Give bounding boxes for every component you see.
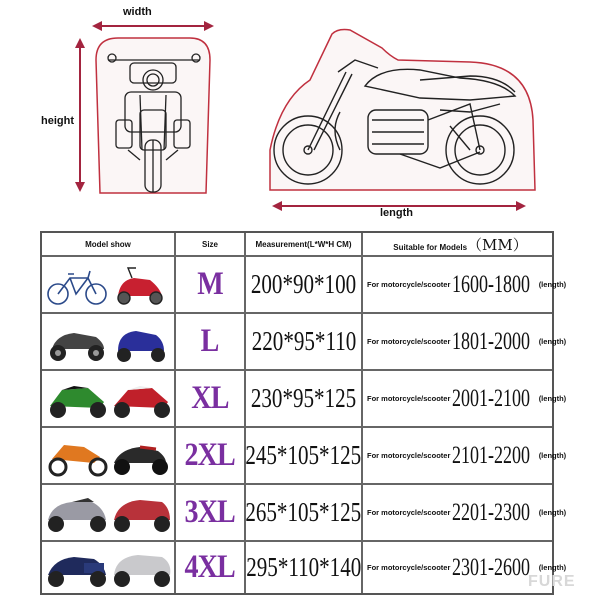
- table-header-row: [42, 233, 552, 257]
- measurement-value: 220*95*110: [251, 326, 356, 356]
- suitable-prefix: For motorcycle/scooter: [367, 508, 451, 517]
- suitable-prefix: For motorcycle/scooter: [367, 563, 451, 572]
- suitable-range: 2301-2600: [452, 553, 531, 581]
- suitable-unit: (length): [538, 451, 567, 460]
- model-show-cell: [42, 485, 176, 540]
- size-cell: [176, 542, 246, 593]
- motorcycle-and-scooter-image: [44, 319, 174, 365]
- suitable-range: 1600-1800: [452, 270, 531, 298]
- size-cell: [176, 371, 246, 426]
- suitable-unit: (length): [538, 394, 567, 403]
- header-size: Size: [176, 233, 246, 255]
- suitable-cell: [363, 257, 567, 312]
- measurement-value: 295*110*140: [245, 552, 362, 582]
- table-row: [42, 257, 567, 314]
- size-value: M: [197, 266, 223, 302]
- height-arrow: [75, 38, 85, 192]
- bicycle-and-scooter-image: [44, 262, 174, 308]
- measurement-cell: [246, 314, 363, 369]
- measurement-value: 265*105*125: [245, 497, 362, 527]
- measurement-cell: [246, 257, 363, 312]
- measurement-cell: [246, 428, 363, 483]
- table-row: [42, 542, 567, 593]
- size-cell: [176, 314, 246, 369]
- size-value: 2XL: [184, 437, 236, 473]
- suitable-unit: (length): [538, 563, 567, 572]
- suitable-cell: [363, 371, 567, 426]
- measurement-cell: [246, 542, 363, 593]
- size-value: 4XL: [184, 549, 236, 585]
- measurement-value: 230*95*125: [250, 383, 357, 413]
- suitable-prefix: For motorcycle/scooter: [367, 451, 451, 460]
- table-row: [42, 485, 567, 542]
- header-suitable: Suitable for Models（MM）: [393, 235, 528, 254]
- height-label: height: [41, 115, 74, 127]
- suitable-cell: [363, 542, 567, 593]
- suitable-prefix: For motorcycle/scooter: [367, 280, 451, 289]
- sportbikes-image: [44, 376, 174, 422]
- header-suitable-unit: （MM）: [467, 235, 528, 254]
- width-label: width: [123, 6, 152, 18]
- cover-dimension-diagram: [0, 0, 600, 228]
- measurement-cell: [246, 485, 363, 540]
- front-view-cover: [96, 38, 210, 193]
- touring-bikes-image: [44, 490, 174, 536]
- suitable-range: 2201-2300: [452, 498, 531, 526]
- size-value: XL: [191, 380, 229, 416]
- length-label: length: [380, 207, 413, 219]
- suitable-unit: (length): [538, 280, 567, 289]
- diagram-drawing: [0, 0, 600, 228]
- measurement-cell: [246, 371, 363, 426]
- header-measurement: Measurement(L*W*H CM): [246, 233, 363, 255]
- suitable-prefix: For motorcycle/scooter: [367, 394, 451, 403]
- size-value: 3XL: [184, 494, 236, 530]
- suitable-unit: (length): [538, 508, 567, 517]
- side-view-cover: [270, 30, 535, 191]
- suitable-cell: [363, 485, 567, 540]
- suitable-range: 1801-2000: [452, 327, 531, 355]
- table-row: [42, 371, 567, 428]
- suitable-range: 2001-2100: [452, 384, 531, 412]
- size-cell: [176, 485, 246, 540]
- suitable-prefix: For motorcycle/scooter: [367, 337, 451, 346]
- cruiser-and-goldwing-image: [44, 545, 174, 591]
- table-row: [42, 314, 567, 371]
- width-arrow: [92, 21, 214, 31]
- model-show-cell: [42, 371, 176, 426]
- model-show-cell: [42, 257, 176, 312]
- size-value: L: [201, 323, 219, 359]
- model-show-cell: [42, 542, 176, 593]
- measurement-value: 200*90*100: [250, 269, 357, 299]
- header-model-show: Model show: [42, 233, 176, 255]
- dirtbike-and-naked-bike-image: [44, 433, 174, 479]
- suitable-cell: [363, 428, 567, 483]
- watermark-logo: FURE: [528, 573, 576, 590]
- suitable-range: 2101-2200: [452, 441, 531, 469]
- size-cell: [176, 257, 246, 312]
- model-show-cell: [42, 428, 176, 483]
- size-cell: [176, 428, 246, 483]
- model-show-cell: [42, 314, 176, 369]
- suitable-unit: (length): [538, 337, 567, 346]
- suitable-cell: [363, 314, 567, 369]
- table-row: [42, 428, 567, 485]
- measurement-value: 245*105*125: [245, 440, 362, 470]
- size-chart-table: [40, 231, 567, 595]
